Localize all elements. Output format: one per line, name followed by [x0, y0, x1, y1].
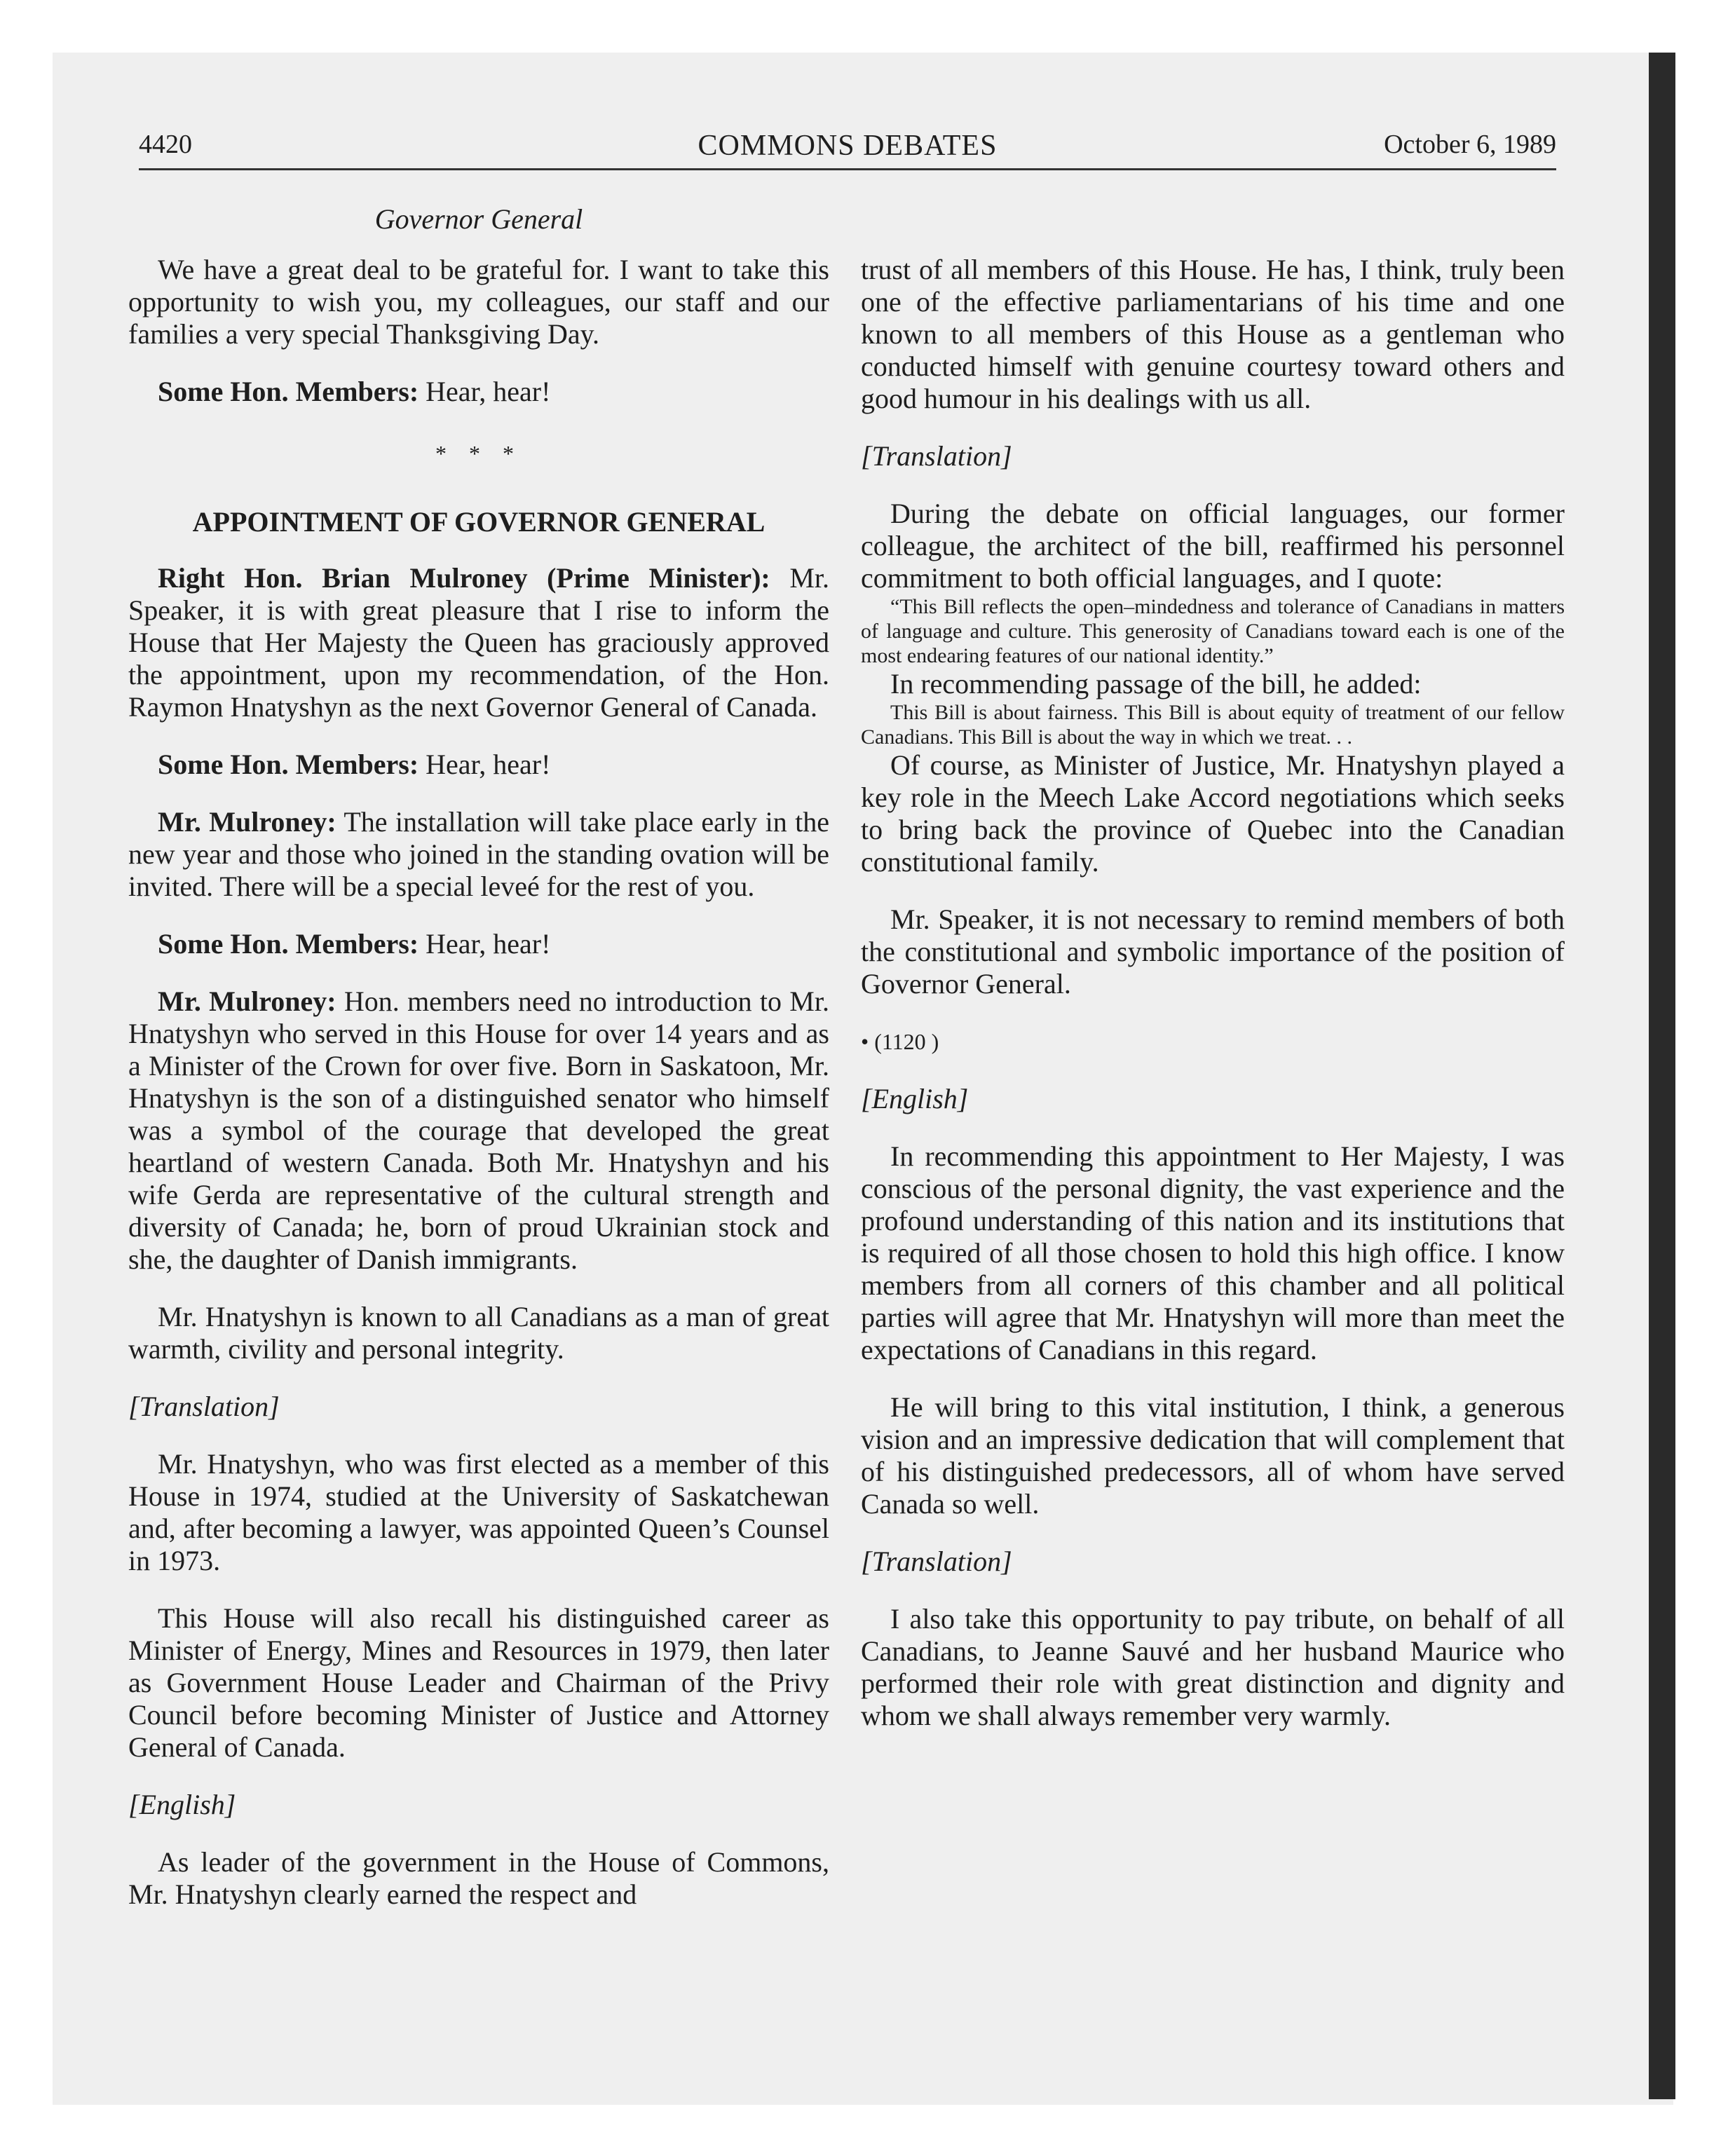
section-heading: APPOINTMENT OF GOVERNOR GENERAL: [192, 506, 766, 538]
scan-edge-bar: [1649, 53, 1675, 2099]
speech-text: Hear, hear!: [419, 928, 551, 960]
language-tag: [English]: [128, 1789, 236, 1820]
paragraph: [128, 928, 829, 960]
paragraph: [128, 806, 829, 903]
paragraph: In recommending this appointment to Her Majesty, I was conscious of the personal dignity, the vast experience and the profound understanding of this nation and its institutions that is required of all those chosen to hold this high office. I know members from all corners of this chamber and all political parties will agree that Mr. Hnatyshyn will more than meet the expectations of Canadians in this regard.: [861, 1140, 1565, 1365]
speaker-name: Mr. Mulroney:: [158, 985, 336, 1017]
speech-text: Hear, hear!: [419, 749, 551, 780]
block-quote: This Bill is about fairness. This Bill is about equity of treatment of our fellow Canadians. This Bill is about the way in which we treat. . .: [861, 701, 1565, 749]
paragraph: In recommending passage of the bill, he added:: [890, 668, 1422, 700]
language-tag: [Translation]: [861, 440, 1012, 472]
page-header: [139, 129, 1556, 168]
page-number: 4420: [139, 130, 192, 159]
paragraph: Mr. Hnatyshyn is known to all Canadians as a man of great warmth, civility and personal integrity.: [128, 1301, 829, 1365]
paragraph: We have a great deal to be grateful for. I want to take this opportunity to wish you, my colleagues, our staff and our families a very special Thanksgiving Day.: [128, 254, 829, 350]
paragraph: trust of all members of this House. He has, I think, truly been one of the effective parliamentarians of his time and one known to all members of this House as a gentleman who conducted himself with genuine courtesy toward others and good humour in his dealings with us all.: [861, 254, 1565, 414]
speech-text: Hon. members need no introduction to Mr. Hnatyshyn who served in this House for over 14 years and as a Minister of the Crown for over five. Born in Saskatoon, Mr. Hnatyshyn is the son of a distinguished senator who himself was a symbol of the courage that developed the great heartland of western Canada. Both Mr. Hnatyshyn and his wife Gerda are representative of the cultural strength and diversity of Canada; he, born of proud Ukrainian stock and she, the daughter of Danish immigrants.: [128, 985, 829, 1275]
language-tag: [Translation]: [128, 1391, 280, 1422]
paragraph: [128, 749, 829, 781]
paragraph: Of course, as Minister of Justice, Mr. Hnatyshyn played a key role in the Meech Lake Accord negotiations which seeks to bring back the province of Quebec into the Canadian constitutional family.: [861, 749, 1565, 878]
speech-text: The installation will take place early in the new year and those who joined in the standing ovation will be invited. There will be a special leveé for the rest of you.: [128, 806, 829, 902]
paragraph: Mr. Speaker, it is not necessary to remind members of both the constitutional and symbolic importance of the position of Governor General.: [861, 903, 1565, 999]
language-tag: [English]: [861, 1083, 969, 1114]
paragraph: He will bring to this vital institution, I think, a generous vision and an impressive dedication that will complement that of his distinguished predecessors, all of whom have served Canada so well.: [861, 1391, 1565, 1520]
language-tag: [Translation]: [861, 1546, 1012, 1577]
paragraph: I also take this opportunity to pay tribute, on behalf of all Canadians, to Jeanne Sauvé and her husband Maurice who performed their role with great distinction and dignity and whom we shall always remember very warmly.: [861, 1603, 1565, 1731]
paragraph: [128, 985, 829, 1276]
paragraph: As leader of the government in the House of Commons, Mr. Hnatyshyn clearly earned the respect and: [128, 1846, 829, 1910]
right-column: [861, 203, 1565, 1732]
page-date: October 6, 1989: [1384, 130, 1556, 159]
left-column: [128, 203, 829, 1911]
paragraph: [128, 562, 829, 723]
speaker-name: Right Hon. Brian Mulroney (Prime Minister):: [158, 562, 770, 594]
column-top-spacer: [861, 203, 1565, 254]
running-head: Governor General: [374, 203, 583, 235]
paragraph: [128, 376, 829, 408]
paragraph: During the debate on official languages, our former colleague, the architect of the bill, reaffirmed his personnel commitment to both official languages, and I quote:: [861, 498, 1565, 594]
speaker-name: Mr. Mulroney:: [158, 806, 336, 838]
speech-text: Mr. Speaker, it is with great pleasure that I rise to inform the House that Her Majesty the Queen has graciously approved the appointment, upon my recommendation, of the Hon. Raymon Hnatyshyn as the next Governor General of Canada.: [128, 562, 829, 723]
header-rule: [139, 168, 1556, 170]
time-marker: • (1120 ): [861, 1029, 939, 1054]
paragraph: Mr. Hnatyshyn, who was first elected as a member of this House in 1974, studied at the University of Saskatchewan and, after becoming a lawyer, was appointed Queen’s Counsel in 1973.: [128, 1448, 829, 1576]
publication-title: COMMONS DEBATES: [698, 130, 998, 162]
section-separator: * * *: [435, 441, 522, 466]
speech-text: Hear, hear!: [419, 376, 551, 407]
block-quote: “This Bill reflects the open–mindedness and tolerance of Canadians in matters of language and culture. This generosity of Canadians toward each is one of the most endearing features of our national identity.”: [861, 595, 1565, 667]
speaker-name: Some Hon. Members:: [158, 928, 419, 960]
speaker-name: Some Hon. Members:: [158, 376, 419, 407]
paragraph: This House will also recall his distinguished career as Minister of Energy, Mines and Resources in 1979, then later as Government House Leader and Chairman of the Privy Council before becoming Minister of Justice and Attorney General of Canada.: [128, 1602, 829, 1763]
speaker-name: Some Hon. Members:: [158, 749, 419, 780]
